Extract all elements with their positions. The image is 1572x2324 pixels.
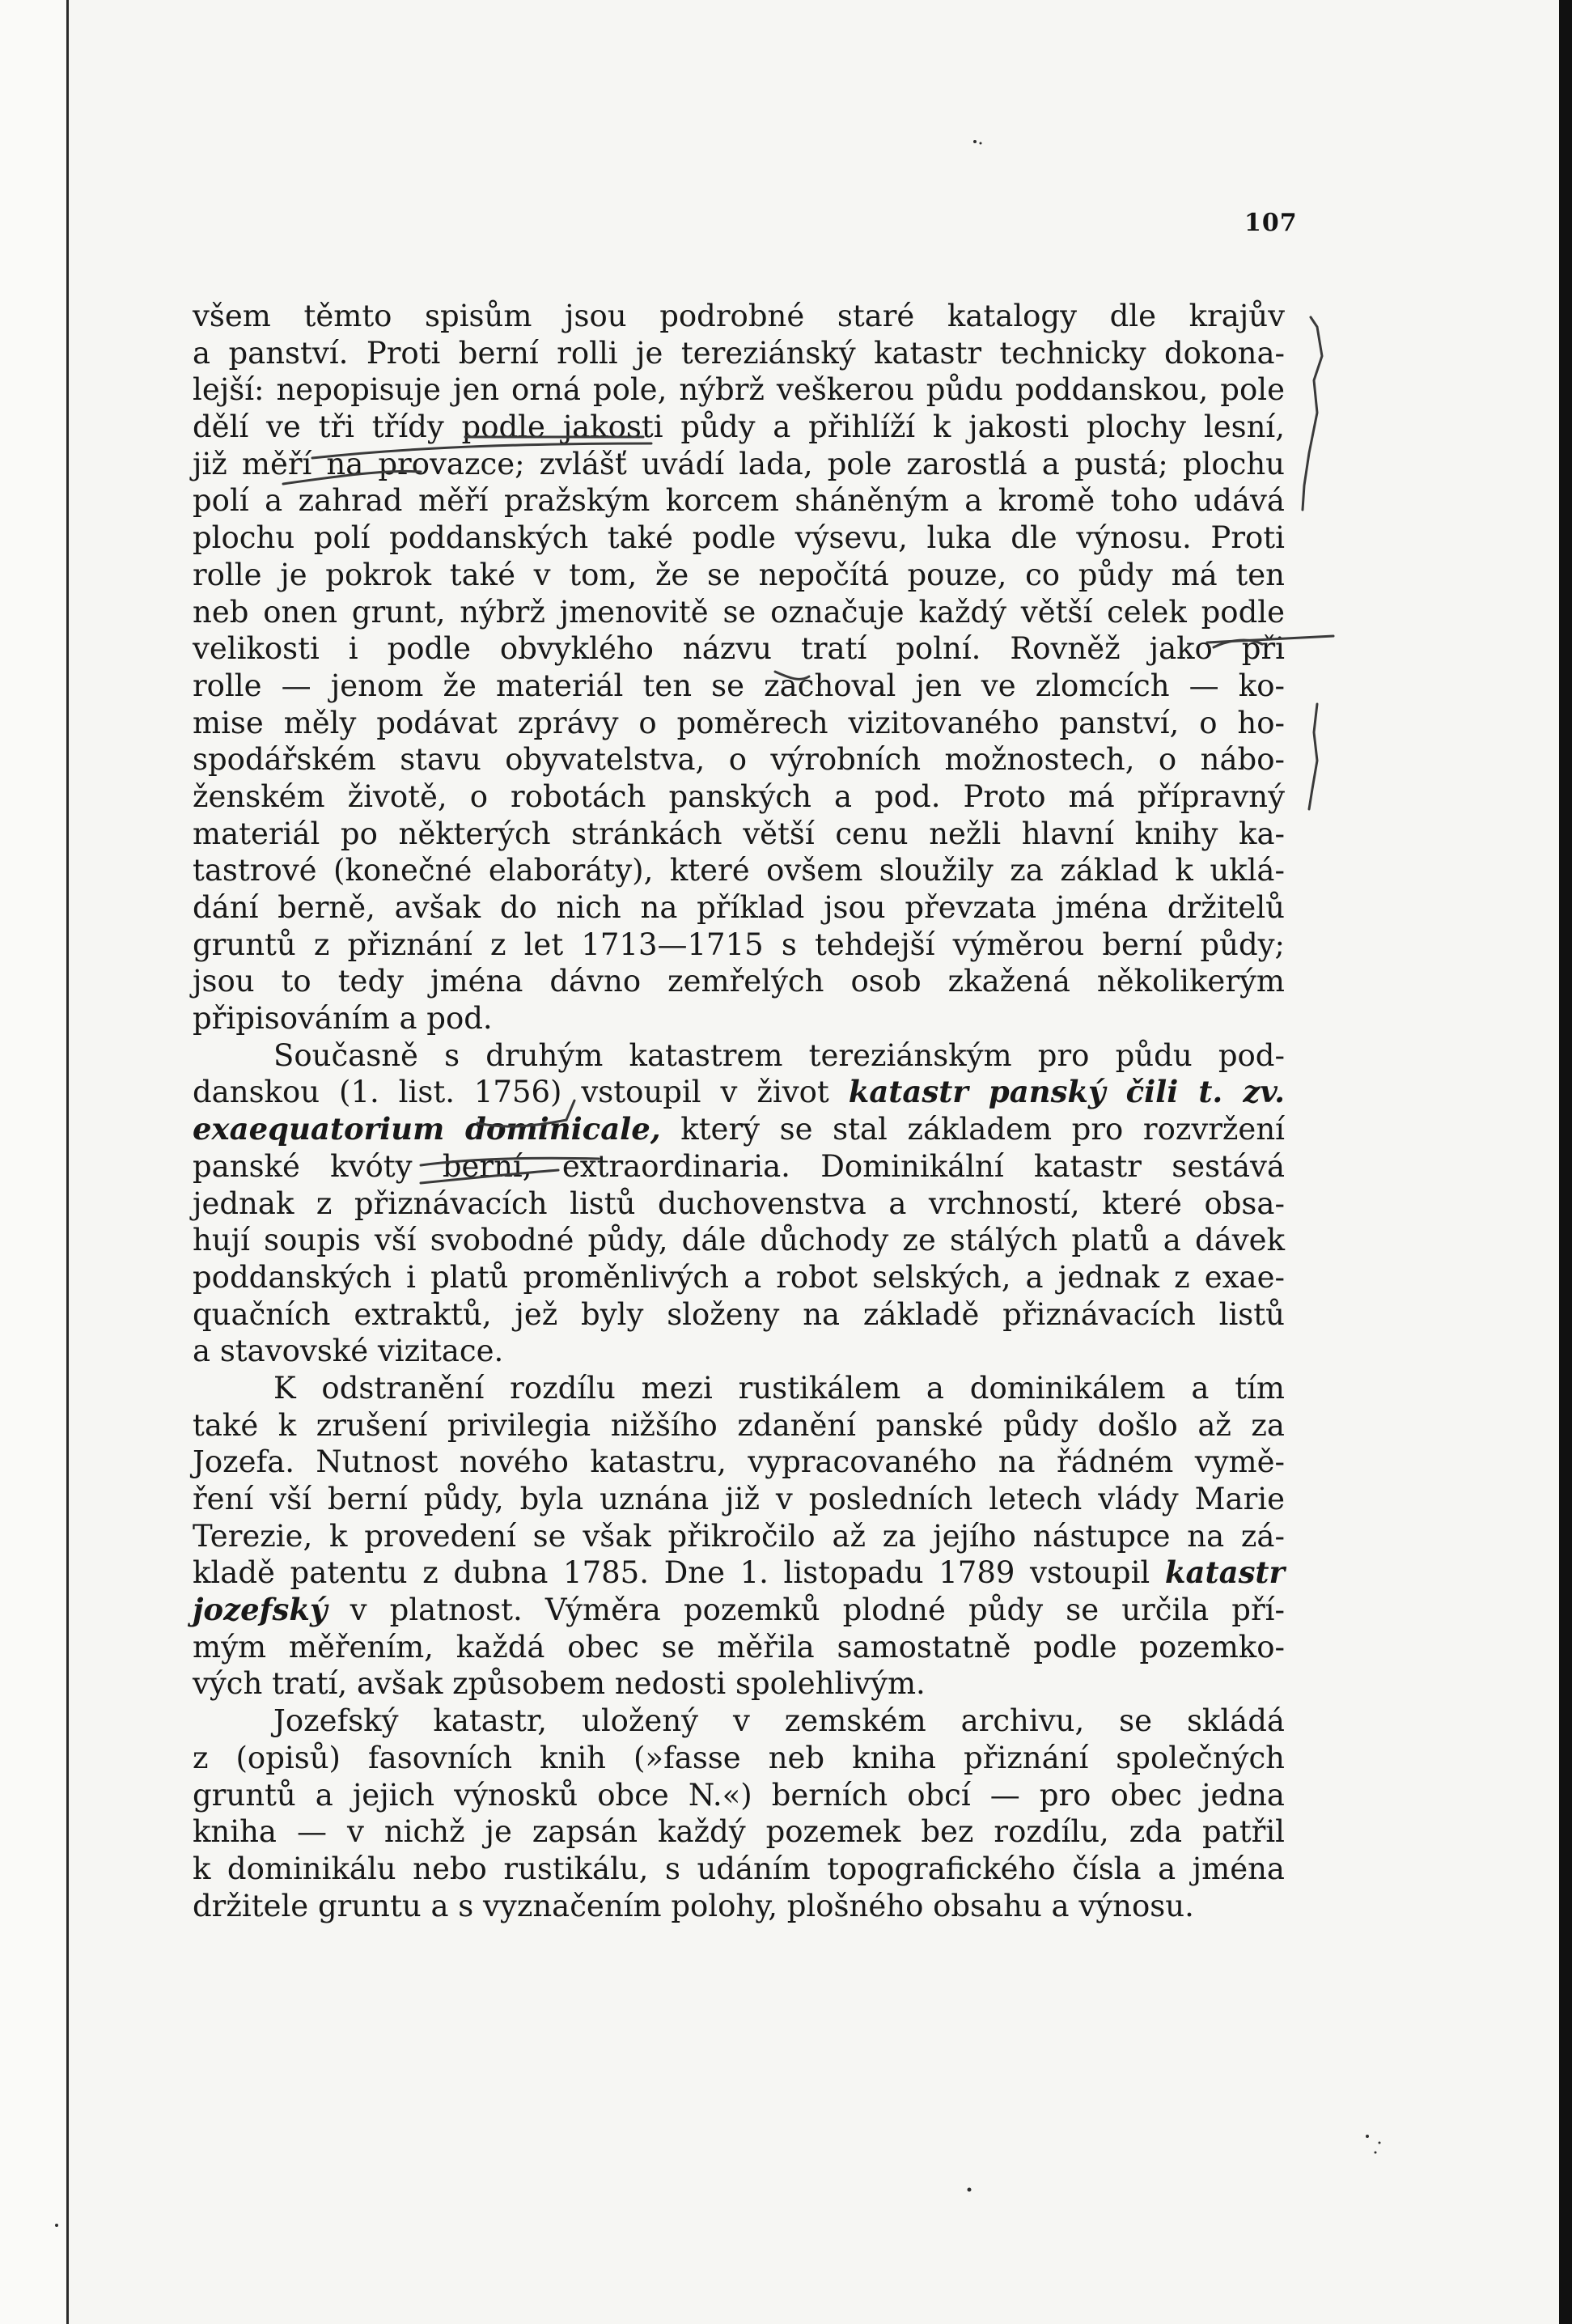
- text-segment: k dominikálu nebo rustikálu, s udáním topografického čísla a jména: [193, 1851, 1285, 1886]
- text-segment: velikosti i podle obvyklého názvu tratí polní. Rovněž jako při: [193, 631, 1285, 667]
- text-line: [193, 1813, 1285, 1851]
- body-text: [193, 298, 1285, 1924]
- text-segment: již měří na provazce; zvlášť uvádí lada, pole zarostlá a pustá; plochu: [193, 446, 1285, 481]
- italic-term: jozefský: [193, 1592, 328, 1628]
- text-segment: jsou to tedy jména dávno zemřelých osob zkažená několikerým: [193, 964, 1285, 999]
- speck-2: [980, 142, 982, 145]
- text-line: [193, 1111, 1285, 1148]
- text-segment: držitele gruntu a s vyznačením polohy, plošného obsahu a výnosu.: [193, 1888, 1194, 1923]
- text-segment: Současně s druhým katastrem tereziánským pro půdu pod-: [273, 1037, 1285, 1073]
- speck-1: [973, 140, 977, 143]
- text-line: [193, 630, 1285, 668]
- text-segment: lejší: nepopisuje jen orná pole, nýbrž veškerou půdu poddanskou, pole: [193, 372, 1285, 408]
- text-segment: v platnost. Výměra pozemků plodné půdy se určila pří-: [327, 1592, 1285, 1628]
- text-line: [193, 446, 1285, 483]
- text-line: [193, 778, 1285, 816]
- text-line: [193, 1148, 1285, 1185]
- left-page-edge: [0, 0, 69, 2324]
- text-line: [193, 1333, 1285, 1370]
- text-line: [193, 520, 1285, 557]
- text-line: [193, 1888, 1285, 1925]
- text-line: [193, 1185, 1285, 1223]
- text-segment: panské kvóty berní, extraordinaria. Dominikální katastr sestává: [193, 1148, 1285, 1184]
- text-line: [193, 1554, 1285, 1592]
- text-line: [193, 668, 1285, 705]
- text-line: [193, 1481, 1285, 1518]
- text-segment: dělí ve tři třídy podle jakosti půdy a přihlíží k jakosti plochy lesní,: [193, 409, 1285, 445]
- text-segment: materiál po některých stránkách větší cenu nežli hlavní knihy ka-: [193, 816, 1285, 851]
- text-line: [193, 1037, 1285, 1075]
- speck-3: [1366, 2135, 1369, 2138]
- text-segment: vých tratí, avšak způsobem nedosti spolehlivým.: [193, 1666, 926, 1702]
- text-segment: mým měřením, každá obec se měřila samostatně podle pozemko-: [193, 1629, 1285, 1665]
- speck-4: [1375, 2152, 1377, 2154]
- text-line: [193, 557, 1285, 594]
- text-segment: všem těmto spisům jsou podrobné staré katalogy dle krajův: [193, 299, 1285, 333]
- text-segment: Terezie, k provedení se však přikročilo až za jejího nástupce na zá-: [193, 1518, 1285, 1554]
- text-segment: quačních extraktů, jež byly složeny na základě přiznávacích listů: [193, 1296, 1285, 1332]
- speck-5: [1379, 2142, 1381, 2144]
- italic-term: katastr panský čili t. zv.: [848, 1074, 1286, 1110]
- text-segment: plochu polí poddanských také podle výsevu, luka dle výnosu. Proti: [193, 520, 1285, 556]
- text-segment: připisováním a pod.: [193, 1001, 493, 1037]
- text-line: [193, 1296, 1285, 1334]
- text-segment: Jozefský katastr, uložený v zemském archivu, se skládá: [273, 1703, 1285, 1739]
- text-line: [193, 1259, 1285, 1296]
- speck-6: [968, 2188, 972, 2192]
- text-segment: spodářském stavu obyvatelstva, o výrobních možnostech, o nábo-: [193, 742, 1285, 778]
- text-segment: také k zrušení privilegia nižšího zdanění panské půdy došlo až za: [193, 1407, 1285, 1443]
- italic-term: katastr: [1164, 1554, 1285, 1591]
- text-segment: kladě patentu z dubna 1785. Dne 1. listopadu 1789 vstoupil: [193, 1555, 1165, 1591]
- text-line: [193, 1407, 1285, 1444]
- text-segment: polí a zahrad měří pražským korcem sháněným a kromě toho udává: [193, 483, 1285, 519]
- text-segment: který se stal základem pro rozvržení: [660, 1112, 1285, 1147]
- page-number: 107: [1244, 209, 1298, 237]
- text-line: [193, 594, 1285, 631]
- text-segment: z (opisů) fasovních knih (»fasse neb kniha přiznání společných: [193, 1740, 1285, 1775]
- text-segment: jednak z přiznávacích listů duchovenstva a vrchností, které obsa-: [193, 1185, 1285, 1221]
- text-segment: gruntů a jejich výnosků obce N.«) berních obcí — pro obec jedna: [193, 1777, 1285, 1813]
- text-line: [193, 1703, 1285, 1740]
- text-segment: ženském životě, o robotách panských a pod. Proto má přípravný: [193, 778, 1285, 814]
- right-scan-border: [1559, 0, 1572, 2324]
- text-line: [193, 816, 1285, 853]
- text-line: [193, 1629, 1285, 1666]
- text-segment: rolle je pokrok také v tom, že se nepočítá pouze, co půdy má ten: [193, 557, 1285, 592]
- text-line: [193, 1518, 1285, 1555]
- text-segment: kniha — v nichž je zapsán každý pozemek bez rozdílu, zda patřil: [193, 1814, 1285, 1850]
- text-line: [193, 963, 1285, 1000]
- text-line: [193, 482, 1285, 520]
- text-line: [193, 1740, 1285, 1777]
- text-segment: mise měly podávat zprávy o poměrech vizitovaného panství, o ho-: [193, 705, 1285, 740]
- text-line: [193, 705, 1285, 742]
- text-segment: neb onen grunt, nýbrž jmenovitě se označuje každý větší celek podle: [193, 594, 1285, 630]
- text-line: [193, 927, 1285, 964]
- text-segment: K odstranění rozdílu mezi rustikálem a dominikálem a tím: [273, 1370, 1285, 1406]
- text-segment: a stavovské vizitace.: [193, 1334, 504, 1369]
- text-line: [193, 1851, 1285, 1888]
- margin-bracket-mid: [1309, 704, 1317, 809]
- text-line: [193, 1370, 1285, 1407]
- text-line: [193, 1222, 1285, 1259]
- text-segment: danskou (1. list. 1756) vstoupil v život: [193, 1075, 849, 1110]
- margin-bracket-top: [1303, 317, 1322, 510]
- text-segment: poddanských i platů proměnlivých a robot selských, a jednak z exae-: [193, 1259, 1285, 1295]
- text-segment: hují soupis vší svobodné půdy, dále důchody ze stálých platů a dávek: [193, 1223, 1285, 1258]
- text-line: [193, 409, 1285, 446]
- text-line: [193, 741, 1285, 778]
- text-segment: gruntů z přiznání z let 1713—1715 s tehdejší výměrou berní půdy;: [193, 927, 1285, 962]
- text-segment: ření vší berní půdy, byla uznána již v posledních letech vlády Marie: [193, 1482, 1285, 1516]
- text-segment: a panství. Proti berní rolli je tereziánský katastr technicky dokona-: [193, 335, 1285, 371]
- text-line: [193, 298, 1285, 335]
- text-line: [193, 1777, 1285, 1814]
- text-line: [193, 852, 1285, 889]
- text-line: [193, 371, 1285, 409]
- text-segment: Jozefa. Nutnost nového katastru, vypracovaného na řádném vymě-: [193, 1444, 1285, 1480]
- text-line: [193, 1444, 1285, 1481]
- text-line: [193, 1074, 1285, 1111]
- text-line: [193, 889, 1285, 927]
- text-line: [193, 335, 1285, 372]
- text-segment: dání berně, avšak do nich na příklad jsou převzata jména držitelů: [193, 890, 1285, 925]
- italic-term: exaequatorium dominicale,: [193, 1111, 661, 1147]
- text-segment: tastrové (konečné elaboráty), které ovšem sloužily za základ k uklá-: [193, 853, 1285, 888]
- text-line: [193, 1000, 1285, 1037]
- text-line: [193, 1592, 1285, 1629]
- text-segment: rolle — jenom že materiál ten se zachoval jen ve zlomcích — ko-: [193, 668, 1285, 703]
- text-line: [193, 1665, 1285, 1703]
